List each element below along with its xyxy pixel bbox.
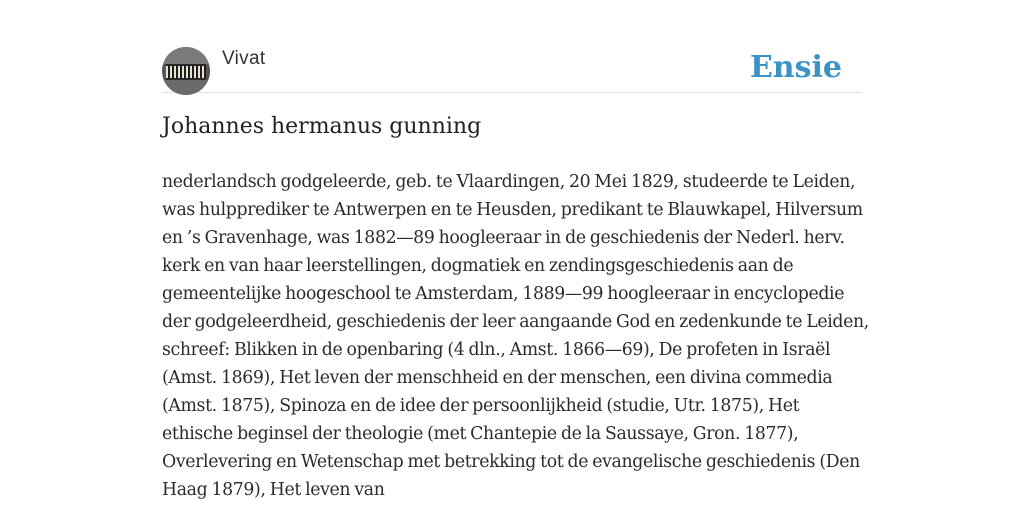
page-title: Johannes hermanus gunning — [162, 114, 482, 139]
site-name[interactable]: Vivat — [222, 48, 266, 69]
article-body: nederlandsch godgeleerde, geb. te Vlaardingen, 20 Mei 1829, studeerde te Leiden, was hulpprediker te Antwerpen en te Heusden, predikant te Blauwkapel, Hilversum en ’s Gravenhage, was 1882—89 hoogleeraar in de geschiedenis der Nederl. herv. kerk en van haar leerstellingen, dogmatiek en zendingsgeschiedenis aan de gemeentelijke hoogeschool te Amsterdam, 1889—99 hoogleeraar in encyclopedie der godgeleerdheid, geschiedenis der leer aangaande God en zedenkunde te Leiden, schreef: Blikken in de openbaring (4 dln., Amst. 1866—69), De profeten in Israël (Amst. 1869), Het leven der menschheid en der menschen, een divina commedia (Amst. 1875), Spinoza en de idee der persoonlijkheid (studie, Utr. 1875), Het ethische beginsel der theologie (met Chantepie de la Saussaye, Gron. 1877), Overlevering en Wetenschap met betrekking tot de evangelische geschiedenis (Den Haag 1879), Het leven van — [162, 172, 869, 500]
header — [162, 46, 862, 93]
books-icon[interactable] — [162, 47, 210, 95]
brand-logo[interactable]: Ensie — [749, 50, 842, 85]
